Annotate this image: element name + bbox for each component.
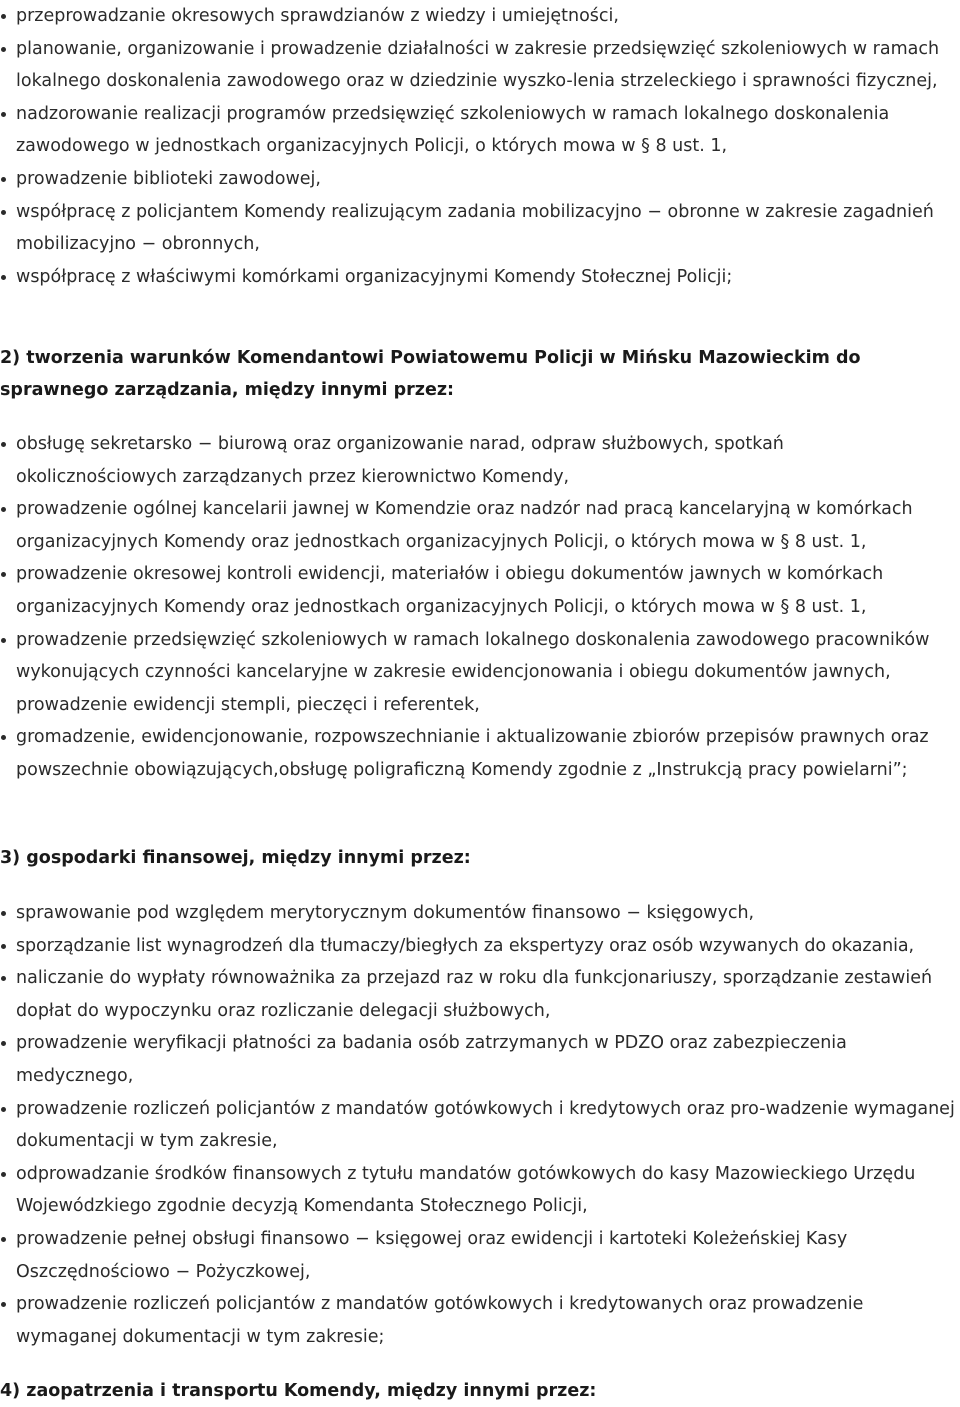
list-item: nadzorowanie realizacji programów przedsięwzięć szkoleniowych w ramach lokalnego doskonalenia zawodowego w jednostkach organizacyjnych Policji, o których mowa w § 8 ust. 1, (0, 98, 950, 163)
section-2-list (0, 428, 945, 787)
section-4-heading: 4) zaopatrzenia i transportu Komendy, między innymi przez: (0, 1381, 597, 1401)
list-item: prowadzenie pełnej obsługi finansowo − księgowej oraz ewidencji i kartoteki Koleżeńskiej Kasy Oszczędnościowo − Pożyczkowej, (0, 1223, 960, 1288)
list-item: odprowadzanie środków finansowych z tytułu mandatów gotówkowych do kasy Mazowieckiego Urzędu Wojewódzkiego zgodnie decyzją Komendanta Stołecznego Policji, (0, 1158, 960, 1223)
list-item: sporządzanie list wynagrodzeń dla tłumaczy/biegłych za ekspertyzy oraz osób wzywanych do okazania, (0, 930, 960, 963)
list-item: prowadzenie okresowej kontroli ewidencji, materiałów i obiegu dokumentów jawnych w komórkach organizacyjnych Komendy oraz jednostkach organizacyjnych Policji, o których mowa w § 8 ust. 1, (0, 558, 945, 623)
list-item: współpracę z właściwymi komórkami organizacyjnymi Komendy Stołecznej Policji; (0, 261, 950, 294)
list-item: sprawowanie pod względem merytorycznym dokumentów finansowo − księgowych, (0, 897, 960, 930)
list-item: prowadzenie przedsięwzięć szkoleniowych w ramach lokalnego doskonalenia zawodowego pracowników wykonujących czynności kancelaryjne w zakresie ewidencjonowania i obiegu dokumentów jawnych, prowadzenie ewidencji stempli, pieczęci i referentek, (0, 624, 945, 722)
list-item: prowadzenie rozliczeń policjantów z mandatów gotówkowych i kredytowych oraz pro-wadzenie wymaganej dokumentacji w tym zakresie, (0, 1093, 960, 1158)
list-item: prowadzenie biblioteki zawodowej, (0, 163, 950, 196)
list-item: obsługę sekretarsko − biurową oraz organizowanie narad, odpraw służbowych, spotkań okolicznościowych zarządzanych przez kierownictwo Komendy, (0, 428, 945, 493)
section-3-heading: 3) gospodarki finansowej, między innymi przez: (0, 848, 471, 868)
section-3-list (0, 897, 960, 1353)
list-item: naliczanie do wypłaty równoważnika za przejazd raz w roku dla funkcjonariuszy, sporządzanie zestawień dopłat do wypoczynku oraz rozliczanie delegacji służbowych, (0, 962, 960, 1027)
list-item: prowadzenie weryfikacji płatności za badania osób zatrzymanych w PDZO oraz zabezpieczenia medycznego, (0, 1027, 960, 1092)
section-1-list (0, 0, 950, 293)
list-item: współpracę z policjantem Komendy realizującym zadania mobilizacyjno − obronne w zakresie zagadnień mobilizacyjno − obronnych, (0, 196, 950, 261)
list-item: prowadzenie rozliczeń policjantów z mandatów gotówkowych i kredytowanych oraz prowadzenie wymaganej dokumentacji w tym zakresie; (0, 1288, 960, 1353)
list-item: prowadzenie ogólnej kancelarii jawnej w Komendzie oraz nadzór nad pracą kancelaryjną w komórkach organizacyjnych Komendy oraz jednostkach organizacyjnych Policji, o których mowa w § 8 ust. 1, (0, 493, 945, 558)
list-item: przeprowadzanie okresowych sprawdzianów z wiedzy i umiejętności, (0, 0, 950, 33)
section-2-heading: 2) tworzenia warunków Komendantowi Powiatowemu Policji w Mińsku Mazowieckim do sprawnego zarządzania, między innymi przez: (0, 348, 861, 400)
list-item: gromadzenie, ewidencjonowanie, rozpowszechnianie i aktualizowanie zbiorów przepisów prawnych oraz powszechnie obowiązujących,obsługę poligraficzną Komendy zgodnie z „Instrukcją pracy powielarni”; (0, 721, 945, 786)
list-item: planowanie, organizowanie i prowadzenie działalności w zakresie przedsięwzięć szkoleniowych w ramach lokalnego doskonalenia zawodowego oraz w dziedzinie wyszko-lenia strzeleckiego i sprawności fizycznej, (0, 33, 950, 98)
